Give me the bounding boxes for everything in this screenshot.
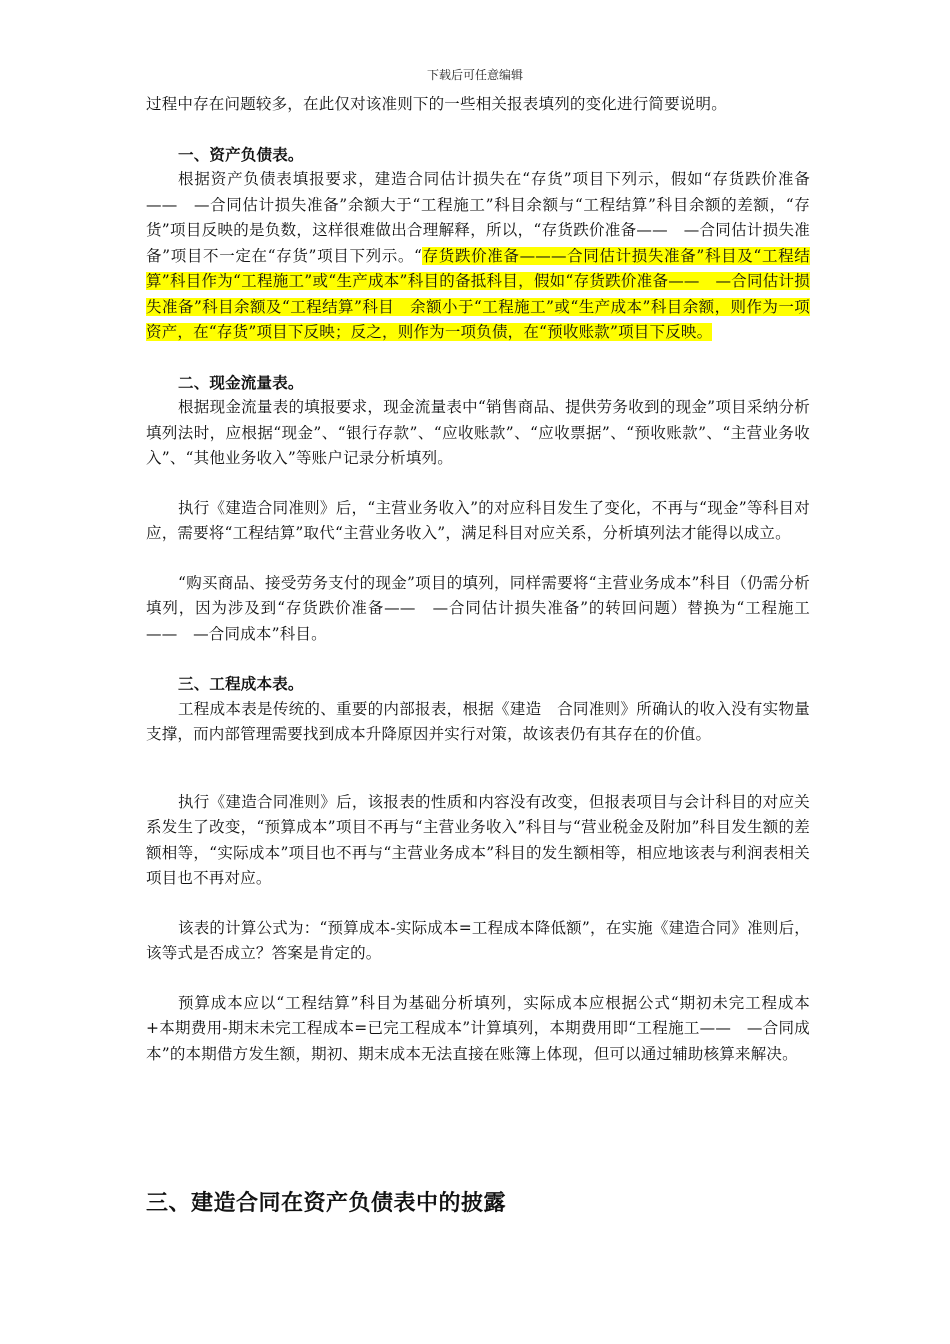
section-heading-cash-flow: 二、现金流量表。 bbox=[178, 372, 304, 392]
balance-sheet-paragraph bbox=[146, 167, 810, 346]
section-heading-balance-sheet: 一、资产负债表。 bbox=[178, 144, 304, 164]
cash-flow-paragraph-2: 执行《建造合同准则》后，“主营业务收入”的对应科目发生了变化，不再与“现金”等科目对应，需要将“工程结算”取代“主营业务收入”，满足科目对应关系，分析填列法才能得以成立。 bbox=[146, 498, 810, 542]
page-header: 下载后可任意编辑 bbox=[426, 68, 523, 82]
project-cost-paragraph-4: 预算成本应以“工程结算”科目为基础分析填列，实际成本应根据公式“期初未完工程成本+本期费用-期末未完工程成本=已完工程成本”计算填列，本期费用即“工程施工—— —合同成本”的本期借方发生额，期初、期末成本无法直接在账簿上体现，但可以通过辅助核算来解决。 bbox=[146, 993, 810, 1063]
document-body bbox=[146, 92, 810, 1067]
project-cost-paragraph-3: 该表的计算公式为：“预算成本-实际成本=工程成本降低额”，在实施《建造合同》准则后，该等式是否成立？答案是肯定的。 bbox=[146, 918, 810, 962]
project-cost-paragraph-2: 执行《建造合同准则》后，该报表的性质和内容没有改变，但报表项目与会计科目的对应关系发生了改变，“预算成本”项目不再与“主营业务收入”科目与“营业税金及附加”科目发生额的差额相等，“实际成本”项目也不再与“主营业务成本”科目的发生额相等，相应地该表与利润表相关项目也不再对应。 bbox=[146, 792, 810, 887]
chapter-heading: 三、建造合同在资产负债表中的披露 bbox=[146, 1191, 507, 1216]
highlighted-text: 存货跌价准备———合同估计损失准备”科目及“工程结算”科目作为“工程施工”或“生产成本”科目的备抵科目，假如“存货跌价准备—— —合同估计损失准备”科目余额及“工程结算”科目 余额小于“工程施工”或“生产成本”科目余额，则作为一项资产，在“存货”项目下反映；反之，则作为一项负债，在“预收账款”项目下反映。 bbox=[146, 246, 810, 341]
intro-paragraph: 过程中存在问题较多，在此仅对该准则下的一些相关报表填列的变化进行简要说明。 bbox=[146, 95, 727, 113]
cash-flow-paragraph-3: “购买商品、接受劳务支付的现金”项目的填列，同样需要将“主营业务成本”科目（仍需分析填列，因为涉及到“存货跌价准备—— —合同估计损失准备”的转回问题）替换为“工程施工—— —合同成本”科目。 bbox=[146, 573, 810, 643]
cash-flow-paragraph-1: 根据现金流量表的填报要求，现金流量表中“销售商品、提供劳务收到的现金”项目采纳分析填列法时，应根据“现金”、“银行存款”、“应收账款”、“应收票据”、“预收账款”、“主营业务收入”、“其他业务收入”等账户记录分析填列。 bbox=[146, 398, 810, 467]
project-cost-paragraph-1: 工程成本表是传统的、重要的内部报表，根据《建造 合同准则》所确认的收入没有实物量支撑，而内部管理需要找到成本升降原因并实行对策，故该表仍有其存在的价值。 bbox=[146, 699, 810, 743]
balance-sheet-text: 根据资产负债表填报要求，建造合同估计损失在“存货”项目下列示，假如“存货跌价准备—— —合同估计损失准备”余额大于“工程施工”科目余额与“工程结算”科目余额的差额，“存货”项目反映的是负数，这样很难做出合理解释，所以，“存货跌价准备—— —合同估计损失准备”项目不一定在“存货”项目下列示。“ bbox=[146, 170, 810, 265]
section-heading-project-cost: 三、工程成本表。 bbox=[178, 674, 304, 693]
